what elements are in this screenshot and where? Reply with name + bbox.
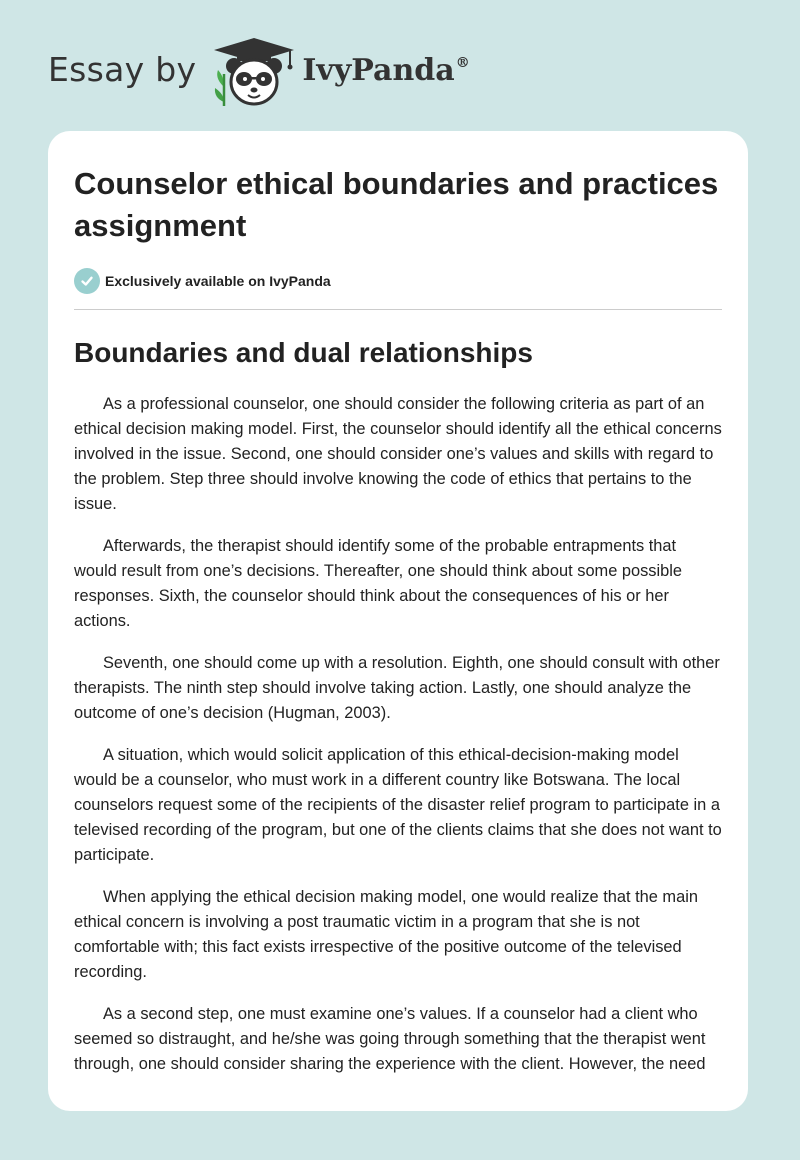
badge-label: Exclusively available on IvyPanda <box>105 273 331 289</box>
panda-logo-icon <box>210 36 298 108</box>
paragraph: Afterwards, the therapist should identify some of the probable entrapments that would result from one’s decisions. Thereafter, one should think about some possible responses. Sixth, the counselor should think about the consequences of his or her actions. <box>74 537 683 630</box>
divider <box>74 309 722 310</box>
page-title: Counselor ethical boundaries and practices assignment <box>74 166 719 243</box>
paragraph: When applying the ethical decision making model, one would realize that the main ethical concern is involving a post traumatic victim in a program that she is not comfortable with; this fact exists irrespective of the positive outcome of the televised recording. <box>74 888 698 981</box>
registered-mark: ® <box>455 54 470 71</box>
paragraph: As a professional counselor, one should consider the following criteria as part of an ethical decision making model. First, the counselor should identify all the ethical concerns involved in the issue. Second, one should consider one’s values and skills with regard to the problem. Step three should involve knowing the code of ethics that pertains to the issue. <box>74 395 722 513</box>
paragraph: As a second step, one must examine one’s values. If a counselor had a client who seemed so distraught, and he/she was going through something that the therapist went through, one should consider sharing the experience with the client. However, the need <box>74 1005 706 1073</box>
check-icon <box>74 268 100 294</box>
brand-name: IvyPanda® <box>302 52 470 88</box>
paragraph: A situation, which would solicit application of this ethical-decision-making model would be a counselor, who must work in a different country like Botswana. The local counselors request some of the recipients of the disaster relief program to participate in a televised recording of the program, but one of the clients claims that she does not want to participate. <box>74 746 722 864</box>
exclusive-badge <box>74 267 722 295</box>
section-heading: Boundaries and dual relationships <box>74 337 533 368</box>
brand-header <box>48 36 470 108</box>
essay-card <box>48 131 748 1111</box>
essay-body <box>74 392 722 1077</box>
paragraph: Seventh, one should come up with a resolution. Eighth, one should consult with other therapists. The ninth step should involve taking action. Lastly, one should analyze the outcome of one’s decision (Hugman, 2003). <box>74 654 720 722</box>
essay-by-label: Essay by <box>48 49 197 89</box>
